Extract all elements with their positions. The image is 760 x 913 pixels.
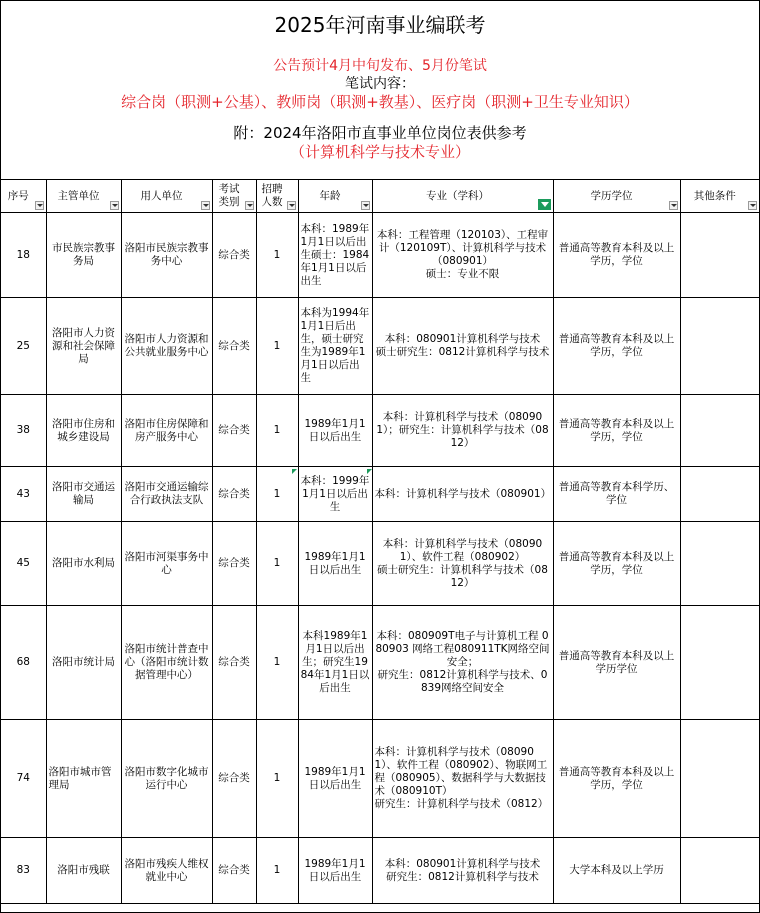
cell-employer: 洛阳市统计普查中心（洛阳市统计数据管理中心） — [121, 606, 212, 720]
cell-no: 74 — [1, 720, 46, 838]
filter-active-icon[interactable] — [538, 199, 551, 210]
table-header-row — [1, 180, 759, 213]
cell-dept: 洛阳市统计局 — [46, 606, 121, 720]
cell-no: 83 — [1, 838, 46, 904]
cell-employer: 洛阳市交通运输综合行政执法支队 — [121, 467, 212, 522]
column-header-major[interactable]: 专业（学科） — [372, 180, 553, 213]
cell-no: 45 — [1, 522, 46, 606]
cell-category: 综合类 — [212, 838, 256, 904]
cell-degree: 普通高等教育本科及以上学历学位 — [553, 606, 680, 720]
filter-dropdown-icon[interactable] — [287, 201, 296, 210]
cell-degree: 普通高等教育本科及以上学历，学位 — [553, 522, 680, 606]
page-title: 2025年河南事业编联考 — [274, 13, 486, 37]
cell-age: 1989年1月1日以后出生 — [298, 838, 372, 904]
column-header-count[interactable]: 招聘人数 — [256, 180, 298, 213]
column-header-dept[interactable]: 主管单位 — [46, 180, 121, 213]
cell-degree: 普通高等教育本科学历、学位 — [553, 467, 680, 522]
cell-category: 综合类 — [212, 298, 256, 395]
cell-age: 1989年1月1日以后出生 — [298, 522, 372, 606]
cell-category: 综合类 — [212, 720, 256, 838]
cell-no: 38 — [1, 395, 46, 467]
cell-employer: 洛阳市住房保障和房产服务中心 — [121, 395, 212, 467]
cell-age: 1989年1月1日以后出生 — [298, 720, 372, 838]
table-row — [1, 298, 759, 395]
column-header-degree[interactable]: 学历学位 — [553, 180, 680, 213]
column-header-employer[interactable]: 用人单位 — [121, 180, 212, 213]
cell-degree: 普通高等教育本科及以上学历，学位 — [553, 720, 680, 838]
cell-degree: 普通高等教育本科及以上学历，学位 — [553, 395, 680, 467]
table-row — [1, 395, 759, 467]
column-header-other[interactable]: 其他条件 — [680, 180, 759, 213]
cell-dept: 市民族宗教事务局 — [46, 213, 121, 298]
cell-category: 综合类 — [212, 522, 256, 606]
filter-dropdown-icon[interactable] — [35, 201, 44, 210]
cell-other — [680, 298, 759, 395]
cell-count: 1 — [256, 838, 298, 904]
filter-dropdown-icon[interactable] — [110, 201, 119, 210]
cell-category: 综合类 — [212, 395, 256, 467]
filter-dropdown-icon[interactable] — [361, 201, 370, 210]
cell-other — [680, 606, 759, 720]
cell-no: 43 — [1, 467, 46, 522]
filter-dropdown-icon[interactable] — [748, 201, 757, 210]
cell-employer: 洛阳市人力资源和公共就业服务中心 — [121, 298, 212, 395]
cell-degree: 普通高等教育本科及以上学历，学位 — [553, 298, 680, 395]
cell-age: 本科：1989年1月1日以后出生硕士：1984年1月1日以后出生 — [298, 213, 372, 298]
cell-no: 68 — [1, 606, 46, 720]
cell-degree: 普通高等教育本科及以上学历，学位 — [553, 213, 680, 298]
cell-other — [680, 395, 759, 467]
cell-major: 本科：计算机科学与技术（080901）、软件工程（080902）、物联网工程（080905）、数据科学与大数据技术（080910T） 研究生：计算机科学与技术（0812） — [372, 720, 553, 838]
notice-text: 公告预计4月中旬发布、5月份笔试 — [273, 58, 487, 74]
cell-major: 本科：080901计算机科学与技术 研究生：0812计算机科学与技术 — [372, 838, 553, 904]
cell-age: 本科：1999年1月1日以后出生 — [298, 467, 372, 522]
cell-age: 本科为1994年1月1日后出生，硕士研究生为1989年1月1日以后出生 — [298, 298, 372, 395]
cell-age: 1989年1月1日以后出生 — [298, 395, 372, 467]
sheet-header — [1, 1, 759, 180]
cell-age: 本科1989年1月1日以后出生；研究生1984年1月1日以后出生 — [298, 606, 372, 720]
cell-employer: 洛阳市河渠事务中心 — [121, 522, 212, 606]
cell-major: 本科：080909T电子与计算机工程 080903 网络工程080911TK网络空间安全； 研究生：0812计算机科学与技术、0839网络空间安全 — [372, 606, 553, 720]
cell-category: 综合类 — [212, 467, 256, 522]
cell-other — [680, 522, 759, 606]
cell-comment-marker — [367, 469, 372, 474]
cell-major: 本科：计算机科学与技术（080901）、软件工程（080902） 硕士研究生：计算机科学与技术（0812） — [372, 522, 553, 606]
cell-dept: 洛阳市交通运输局 — [46, 467, 121, 522]
table-row — [1, 467, 759, 522]
cell-other — [680, 467, 759, 522]
table-row — [1, 213, 759, 298]
cell-employer: 洛阳市数字化城市运行中心 — [121, 720, 212, 838]
cell-employer: 洛阳市民族宗教事务中心 — [121, 213, 212, 298]
filter-dropdown-icon[interactable] — [669, 201, 678, 210]
positions-table — [1, 180, 759, 904]
cell-major: 本科：工程管理（120103）、工程审计（120109T）、计算机科学与技术（080901） 硕士：专业不限 — [372, 213, 553, 298]
cell-no: 18 — [1, 213, 46, 298]
cell-major: 本科：080901计算机科学与技术 硕士研究生：0812计算机科学与技术 — [372, 298, 553, 395]
exam-label: 笔试内容： — [345, 76, 415, 92]
cell-dept: 洛阳市人力资源和社会保障局 — [46, 298, 121, 395]
cell-count: 1 — [256, 720, 298, 838]
cell-dept: 洛阳市水利局 — [46, 522, 121, 606]
cell-major: 本科：计算机科学与技术（080901） — [372, 467, 553, 522]
cell-dept: 洛阳市残联 — [46, 838, 121, 904]
cell-dept: 洛阳市住房和城乡建设局 — [46, 395, 121, 467]
attachment-text: 附：2024年洛阳市直事业单位岗位表供参考 — [233, 124, 527, 142]
cell-count: 1 — [256, 467, 298, 522]
table-row — [1, 720, 759, 838]
cell-other — [680, 838, 759, 904]
cell-count: 1 — [256, 522, 298, 606]
cell-count: 1 — [256, 298, 298, 395]
cell-other — [680, 213, 759, 298]
cell-no: 25 — [1, 298, 46, 395]
cell-count: 1 — [256, 213, 298, 298]
major-tag: （计算机科学与技术专业） — [289, 143, 470, 161]
cell-count: 1 — [256, 395, 298, 467]
cell-dept: 洛阳市城市管理局 — [46, 720, 121, 838]
column-header-category[interactable]: 考试类别 — [212, 180, 256, 213]
cell-category: 综合类 — [212, 213, 256, 298]
cell-other — [680, 720, 759, 838]
table-row — [1, 838, 759, 904]
cell-employer: 洛阳市残疾人维权就业中心 — [121, 838, 212, 904]
cell-count: 1 — [256, 606, 298, 720]
column-header-age[interactable]: 年龄 — [298, 180, 372, 213]
filter-dropdown-icon[interactable] — [201, 201, 210, 210]
cell-comment-marker — [292, 469, 297, 474]
cell-major: 本科：计算机科学与技术（080901）；研究生：计算机科学与技术（0812） — [372, 395, 553, 467]
table-row — [1, 606, 759, 720]
cell-category: 综合类 — [212, 606, 256, 720]
table-row — [1, 522, 759, 606]
filter-dropdown-icon[interactable] — [245, 201, 254, 210]
cell-degree: 大学本科及以上学历 — [553, 838, 680, 904]
column-header-no[interactable]: 序号 — [1, 180, 46, 213]
exam-content: 综合岗（职测+公基）、教师岗（职测+教基）、医疗岗（职测+卫生专业知识） — [121, 93, 639, 111]
